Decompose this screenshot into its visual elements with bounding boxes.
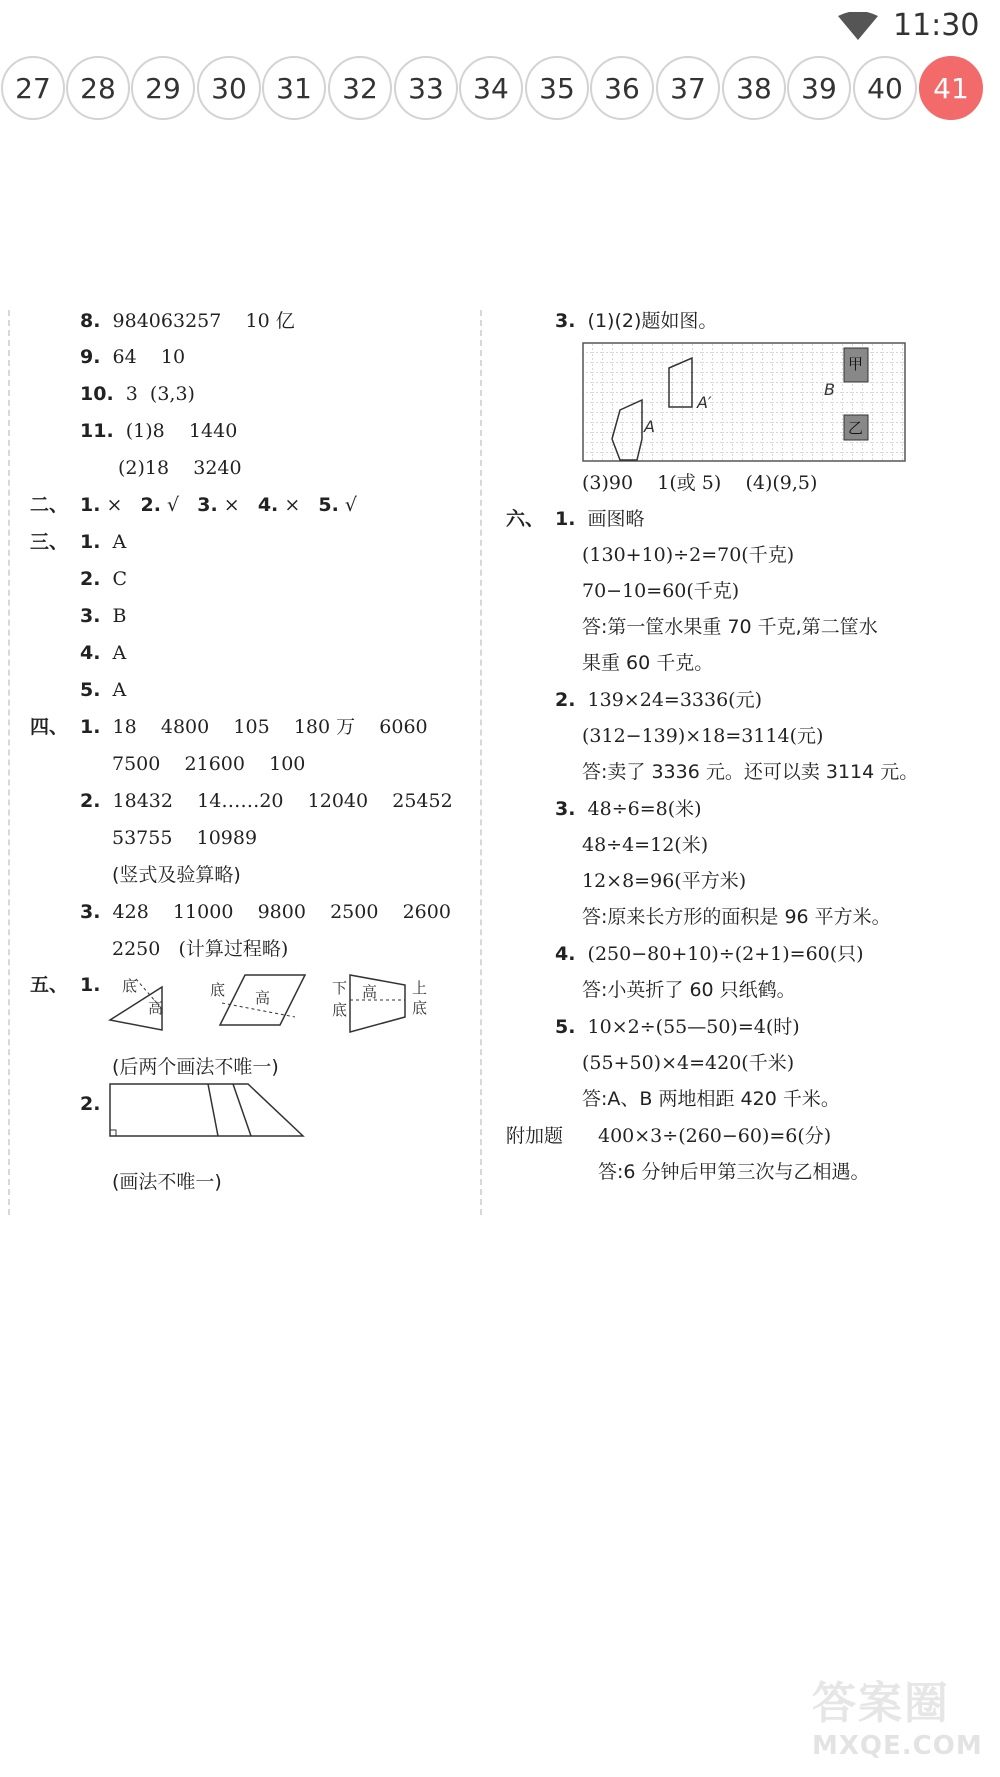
section-6-q3-line2: 48÷4=12(米) bbox=[582, 834, 709, 856]
label-yi: 乙 bbox=[848, 419, 864, 437]
page-button-37[interactable]: 37 bbox=[656, 56, 720, 120]
section-3-answer-2: 2. C bbox=[80, 568, 128, 590]
section-4-q1: 1. 18 4800 105 180 万 6060 bbox=[80, 716, 428, 738]
trapezoid-height-label: 高 bbox=[362, 983, 378, 1001]
left-dashed-border bbox=[8, 310, 10, 1215]
section-5-q1-note: (后两个画法不唯一) bbox=[112, 1056, 279, 1078]
watermark-url: MXQE.COM bbox=[812, 1731, 983, 1761]
extra-question-heading: 附加题 bbox=[506, 1125, 564, 1147]
page-button-30[interactable]: 30 bbox=[197, 56, 261, 120]
section-5-q2-number: 2. bbox=[80, 1093, 101, 1115]
page-button-27[interactable]: 27 bbox=[1, 56, 65, 120]
page-button-29[interactable]: 29 bbox=[131, 56, 195, 120]
section-6-q3-answer: 答:原来长方形的面积是 96 平方米。 bbox=[582, 906, 891, 928]
page-button-32[interactable]: 32 bbox=[328, 56, 392, 120]
status-bar bbox=[0, 0, 1000, 52]
label-jia: 甲 bbox=[848, 355, 864, 373]
page-button-36[interactable]: 36 bbox=[590, 56, 654, 120]
trapezoid-split-drawing bbox=[108, 1082, 308, 1142]
section-3-answer-1: 1. A bbox=[80, 531, 127, 553]
answer-9: 9. 64 10 bbox=[80, 346, 186, 368]
section-6-q4-answer: 答:小英折了 60 只纸鹤。 bbox=[582, 979, 796, 1001]
page-button-31[interactable]: 31 bbox=[262, 56, 326, 120]
section-2-answers: 1. × 2. √ 3. × 4. × 5. √ bbox=[80, 494, 357, 516]
section-4-heading: 四、 bbox=[30, 716, 69, 738]
section-4-q2-line2: 53755 10989 bbox=[112, 827, 258, 849]
section-4-q3: 3. 428 11000 9800 2500 2600 bbox=[80, 901, 451, 923]
section-4-q3-line2: 2250 (计算过程略) bbox=[112, 938, 289, 960]
section-3-answer-3: 3. B bbox=[80, 605, 127, 627]
section-6-q1-answer: 答:第一筐水果重 70 千克,第二筐水 bbox=[582, 616, 878, 638]
big-trapezoid bbox=[110, 1084, 303, 1136]
watermark-logo-text: 答案圈 bbox=[812, 1678, 950, 1729]
section-5-heading: 五、 bbox=[30, 974, 69, 996]
section-6-q1-line2: (130+10)÷2=70(千克) bbox=[582, 544, 795, 566]
label-a: A bbox=[644, 417, 655, 436]
section-3-answer-5: 5. A bbox=[80, 679, 127, 701]
trapezoid-figure bbox=[350, 975, 405, 1032]
column-divider bbox=[480, 310, 482, 1215]
section-6-q5-line2: (55+50)×4=420(千米) bbox=[582, 1052, 795, 1074]
section-6-q5: 5. 10×2÷(55—50)=4(时) bbox=[555, 1016, 800, 1038]
page-button-39[interactable]: 39 bbox=[787, 56, 851, 120]
page-button-41-active[interactable]: 41 bbox=[919, 56, 983, 120]
wifi-icon bbox=[838, 12, 878, 40]
section-2-heading: 二、 bbox=[30, 494, 69, 516]
answer-10: 10. 3 (3,3) bbox=[80, 383, 195, 405]
section-6-q1: 1. 画图略 bbox=[555, 508, 645, 530]
section-6-heading: 六、 bbox=[506, 508, 545, 530]
answer-sheet bbox=[0, 300, 1000, 1230]
section-4-q2: 2. 18432 14……20 12040 25452 bbox=[80, 790, 453, 812]
right-q3: 3. (1)(2)题如图。 bbox=[555, 310, 718, 332]
trapezoid-upper-label: 上 bbox=[412, 979, 428, 997]
section-6-q1-answer-cont: 果重 60 千克。 bbox=[582, 652, 714, 674]
coordinate-grid-figure bbox=[582, 342, 908, 464]
section-4-q1-line2: 7500 21600 100 bbox=[112, 753, 306, 775]
split-line-2 bbox=[233, 1084, 251, 1136]
page-button-40[interactable]: 40 bbox=[853, 56, 917, 120]
parallelogram-height-label: 高 bbox=[255, 989, 271, 1007]
answer-8: 8. 984063257 10 亿 bbox=[80, 310, 295, 332]
section-6-q2: 2. 139×24=3336(元) bbox=[555, 689, 763, 711]
trapezoid-lower-base-label: 底 bbox=[332, 1001, 348, 1019]
section-6-q2-line2: (312−139)×18=3114(元) bbox=[582, 725, 824, 747]
section-4-q2-note: (竖式及验算略) bbox=[112, 864, 241, 886]
section-5-q1-number: 1. bbox=[80, 974, 101, 996]
section-6-q5-answer: 答:A、B 两地相距 420 千米。 bbox=[582, 1088, 840, 1110]
height-drawing-figures bbox=[100, 965, 440, 1045]
answer-11: 11. (1)8 1440 bbox=[80, 420, 238, 442]
section-6-q2-answer: 答:卖了 3336 元。还可以卖 3114 元。 bbox=[582, 761, 919, 783]
section-6-q1-line3: 70−10=60(千克) bbox=[582, 580, 740, 602]
label-a-prime: A′ bbox=[697, 393, 712, 412]
page-button-34[interactable]: 34 bbox=[459, 56, 523, 120]
right-q3-answers: (3)90 1(或 5) (4)(9,5) bbox=[582, 472, 818, 494]
extra-question-answer: 答:6 分钟后甲第三次与乙相遇。 bbox=[598, 1161, 870, 1183]
page-selector bbox=[0, 56, 1000, 124]
section-6-q3: 3. 48÷6=8(米) bbox=[555, 798, 702, 820]
trapezoid-upper-base-label: 底 bbox=[412, 999, 428, 1017]
parallelogram-base-label: 底 bbox=[210, 981, 226, 999]
trapezoid-lower-label: 下 bbox=[332, 979, 348, 997]
section-6-q3-line3: 12×8=96(平方米) bbox=[582, 870, 747, 892]
split-line-1 bbox=[208, 1084, 218, 1136]
answer-11-part2: (2)18 3240 bbox=[118, 457, 242, 479]
section-3-heading: 三、 bbox=[30, 531, 69, 553]
section-3-answer-4: 4. A bbox=[80, 642, 127, 664]
section-5-q2-note: (画法不唯一) bbox=[112, 1171, 222, 1193]
page-button-38[interactable]: 38 bbox=[722, 56, 786, 120]
section-6-q4: 4. (250−80+10)÷(2+1)=60(只) bbox=[555, 943, 864, 965]
label-b: B bbox=[824, 380, 835, 399]
triangle-height-label: 高 bbox=[148, 999, 164, 1017]
watermark bbox=[812, 1667, 992, 1767]
page-button-35[interactable]: 35 bbox=[525, 56, 589, 120]
page-button-33[interactable]: 33 bbox=[394, 56, 458, 120]
triangle-base-label: 底 bbox=[122, 977, 138, 995]
extra-question-calc: 400×3÷(260−60)=6(分) bbox=[598, 1125, 832, 1147]
clock: 11:30 bbox=[893, 8, 980, 43]
right-angle-mark bbox=[110, 1130, 116, 1136]
page-button-28[interactable]: 28 bbox=[66, 56, 130, 120]
